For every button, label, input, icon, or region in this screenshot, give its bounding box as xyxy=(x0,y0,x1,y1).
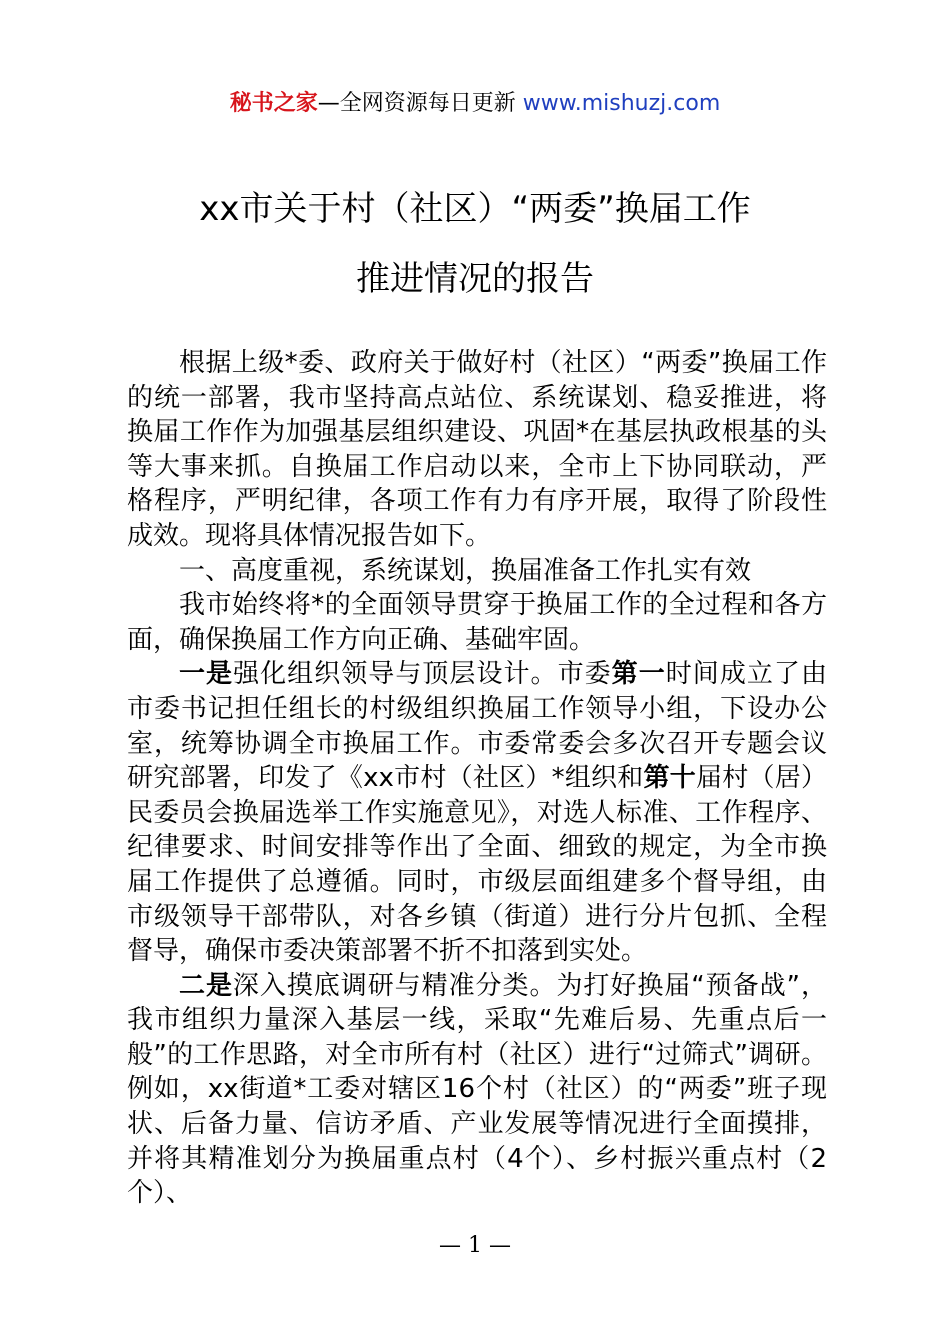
point1-lead: 一是 xyxy=(179,659,234,690)
section1-paragraph: 我市始终将*的全面领导贯穿于换届工作的全过程和各方面，确保换届工作方向正确、基础牢固。 xyxy=(127,590,827,655)
document-title-line1: xx市关于村（社区）“两委”换届工作 xyxy=(199,189,751,229)
point1-text-d: 届村（居）民委员会换届选举工作实施意见》，对选人标准、工作程序、纪律要求、时间安排等作出了全面、细致的规定，为全市换届工作提供了总遵循。同时，市级层面组建多个督导组，由市级领导干部带队，对各乡镇（街道）进行分片包抓、全程督导，确保市委决策部署不折不扣落到实处。 xyxy=(127,763,827,967)
site-banner xyxy=(0,88,950,120)
point2-text: 深入摸底调研与精准分类。为打好换届“预备战”，我市组织力量深入基层一线，采取“先难后易、先重点后一般”的工作思路，对全市所有村（社区）进行“过筛式”调研。例如，xx街道*工委对辖区16个村（社区）的“两委”班子现状、后备力量、信访矛盾、产业发展等情况进行全面摸排，并将其精准划分为换届重点村（4个）、乡村振兴重点村（2个）、 xyxy=(127,970,827,1209)
point2-paragraph xyxy=(127,969,827,1211)
intro-paragraph: 根据上级*委、政府关于做好村（社区）“两委”换届工作的统一部署，我市坚持高点站位、系统谋划、稳妥推进，将换届工作作为加强基层组织建设、巩固*在基层执政根基的头等大事来抓。自换届工作启动以来，全市上下协同联动，严格程序，严明纪律，各项工作有力有序开展，取得了阶段性成效。现将具体情况报告如下。 xyxy=(127,348,827,551)
point1-emphasis-1: 第一 xyxy=(611,659,666,690)
point1-emphasis-2: 第十 xyxy=(643,763,697,794)
point1-paragraph xyxy=(127,657,827,968)
point1-text-a: 强化组织领导与顶层设计。市委 xyxy=(233,659,612,690)
section1-heading: 一、高度重视，系统谋划，换届准备工作扎实有效 xyxy=(179,555,752,586)
document-body xyxy=(127,346,827,1211)
site-name: 秘书之家 xyxy=(229,91,318,116)
page-number: — 1 — xyxy=(439,1233,511,1258)
point2-lead: 二是 xyxy=(179,970,233,1001)
document-title-line2: 推进情况的报告 xyxy=(356,259,594,299)
site-tagline: —全网资源每日更新 xyxy=(317,91,516,116)
point1-text-c: 时间成立了由市委书记担任组长的村级组织换届工作领导小组，下设办公室，统筹协调全市换届工作。市委常委会多次召开专题会议研究部署，印发了《xx市村（社区）*组织和 xyxy=(127,659,827,794)
site-url-link[interactable]: www.mishuzj.com xyxy=(522,91,721,116)
